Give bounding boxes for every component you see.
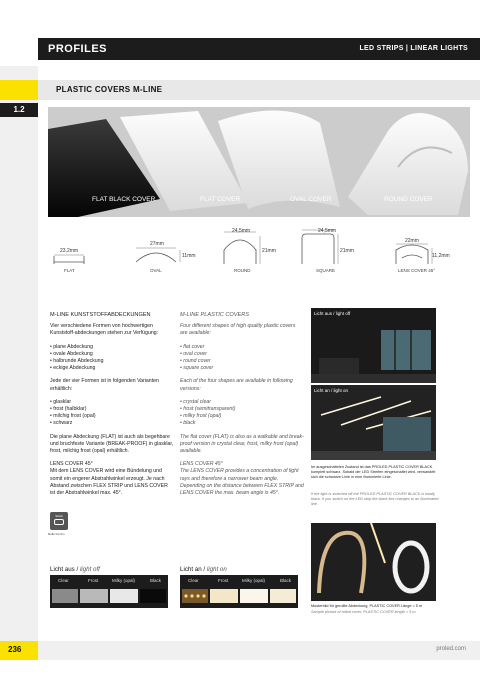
sample-note-german: Musterbild für gerollte Abdeckung, PLASTIC COVER Länge = 5 m [311, 604, 423, 608]
page-header [0, 0, 480, 66]
strip-on-black: Black [280, 578, 292, 583]
german-column [50, 312, 174, 503]
german-lens-heading: LENS COVER 45° [50, 461, 93, 468]
english-intro: Four different shapes of high quality plastic covers are available: [180, 323, 296, 337]
round-height-dim: 21mm [262, 248, 276, 254]
strip-off-black: Black [150, 578, 162, 583]
list-item: • frost (halbklar) [50, 406, 174, 413]
english-lens-text: The LENS COVER provides a concentration of light rays and therefore a narrower beam angle. Depending on the distance between FLEX STRIP and LENS COVER the max. beam angle is 45°. [180, 468, 304, 497]
profile-label-square: SQUARE [316, 268, 336, 273]
square-height-dim: 21mm [340, 248, 354, 254]
strip-on-title-de: Licht an / [180, 566, 207, 573]
list-item: • flat cover [180, 344, 304, 351]
section-title: PLASTIC COVERS M-LINE [56, 85, 163, 94]
photo-rolled-cover [311, 523, 436, 601]
hero-label-round: ROUND COVER [384, 196, 433, 203]
german-shapes-list [50, 344, 174, 373]
german-variants-list [50, 399, 174, 428]
german-heading: M-LINE KUNSTSTOFFABDECKUNGEN [50, 312, 151, 318]
room-off-image [311, 308, 436, 383]
english-variants-list [180, 399, 304, 428]
list-item: • crystal clear [180, 399, 304, 406]
page-number: 236 [8, 645, 22, 654]
strip-off-title [50, 566, 100, 573]
english-column [180, 312, 304, 503]
list-item: • schwarz [50, 420, 174, 427]
list-item: • frost (semitransparent) [180, 406, 304, 413]
badge-bottom: Rolle bis 5m [48, 532, 65, 536]
list-item: • halbrunde Abdeckung [50, 358, 174, 365]
profile-label-round: ROUND [234, 268, 251, 273]
profile-label-lens: LENS COVER 45° [398, 268, 436, 273]
strip-off-frost: Frost [88, 578, 99, 583]
header-category: LED STRIPS | LINEAR LIGHTS [359, 45, 468, 52]
square-width-dim: 24,5mm [318, 228, 337, 234]
rolled-cover-image [311, 523, 436, 601]
list-item: • milky frost (opal) [180, 413, 304, 420]
lens-width-dim: 22mm [405, 238, 419, 244]
list-item: • black [180, 420, 304, 427]
hero-label-oval: OVAL COVER [290, 196, 332, 203]
page-footer [0, 641, 480, 660]
english-shapes-list [180, 344, 304, 373]
list-item: • ovale Abdeckung [50, 351, 174, 358]
strip-on-frost: Frost [218, 578, 229, 583]
footer-website: proled.com [436, 646, 466, 652]
list-item: • milchig frost (opal) [50, 413, 174, 420]
strip-on-clear: Clear [188, 578, 199, 583]
strip-off-clear: Clear [58, 578, 69, 583]
room-on-image [311, 385, 436, 460]
list-item: • eckige Abdeckung [50, 365, 174, 372]
list-item: • oval cover [180, 351, 304, 358]
strip-off-title-en: light off [79, 566, 100, 573]
german-lens-text: Mit dem LENS COVER wird eine Bündelung und somit ein engerer Abstrahlwinkel erzeugt. Je nach Abstand zwischen FLEX STRIP und LENS COVER ist der Abstrahlwinkel max. 45°. [50, 468, 168, 497]
roll-badge-icon [50, 512, 68, 530]
section-marker [0, 80, 38, 100]
german-intro: Vier verschiedene Formen von hochwertigen Kunststoff-abdeckungen stehen zur Verfügung: [50, 323, 159, 337]
list-item: • glasklar [50, 399, 174, 406]
english-variants-intro: Each of the four shapes are available in following versions: [180, 378, 293, 392]
photo-light-off [311, 308, 436, 383]
strip-off-title-de: Licht aus / [50, 566, 80, 573]
profile-label-flat: FLAT [64, 268, 75, 273]
hero-label-flat: FLAT COVER [200, 196, 241, 203]
photo-light-on [311, 385, 436, 460]
section-number: 1.2 [0, 103, 38, 117]
photo-off-tag: Licht aus / light off [314, 311, 351, 316]
photo-on-tag: Licht an / light on [314, 388, 349, 393]
english-breakproof: The flat cover (FLAT) is also as a walkable and break-proof version in crystal clear, frost, milky frost (opal) available. [180, 433, 304, 455]
photo-note-english: If the light is switched off the PROLED PLASTIC COVER BLACK is totally black. If you switch on the LED strip the black line changes to an illuminated line. [311, 492, 439, 506]
lens-height-dim: 11,2mm [432, 253, 450, 259]
hero-label-flat-black: FLAT BLACK COVER [92, 196, 156, 203]
badge-top: Stück [55, 514, 63, 518]
profile-label-oval: OVAL [150, 268, 162, 273]
list-item: • round cover [180, 358, 304, 365]
german-variants-intro: Jede der vier Formen ist in folgenden Varianten erhältlich: [50, 378, 159, 392]
sample-note-english: Sample picture of rolled cover, PLASTIC COVER length = 5 m [311, 610, 416, 614]
roll-icon [54, 519, 64, 525]
german-breakproof: Die plane Abdeckung (FLAT) ist auch als begehbare und bruchfeste Variante (BREAK-PROOF) in glasklar, frost, milchig frost (opal) erhältlich. [50, 433, 174, 455]
english-lens-heading: LENS COVER 45° [180, 461, 223, 468]
strip-on-title-en: light on [206, 566, 227, 573]
round-width-dim: 24,5mm [232, 228, 251, 234]
strip-off-milky: Milky (opal) [112, 578, 136, 583]
strip-on-title [180, 566, 227, 573]
strip-on-milky: Milky (opal) [242, 578, 266, 583]
header-title: PROFILES [48, 43, 108, 55]
list-item: • plane Abdeckung [50, 344, 174, 351]
english-heading: M-LINE PLASTIC COVERS [180, 312, 250, 318]
oval-height-dim: 11mm [182, 253, 196, 259]
left-rail [0, 66, 38, 641]
flat-width-dim: 23,2mm [60, 248, 79, 254]
photo-note-german: Im ausgeschalteten Zustand ist das PROLED PLASTIC COVER BLACK komplett schwarz. Sobald der LED Streifen eingeschaltet wird, verwandelt sich die schwarze Linie in eine illuminierte Linie. [311, 465, 436, 479]
oval-width-dim: 27mm [150, 241, 164, 247]
list-item: • square cover [180, 365, 304, 372]
